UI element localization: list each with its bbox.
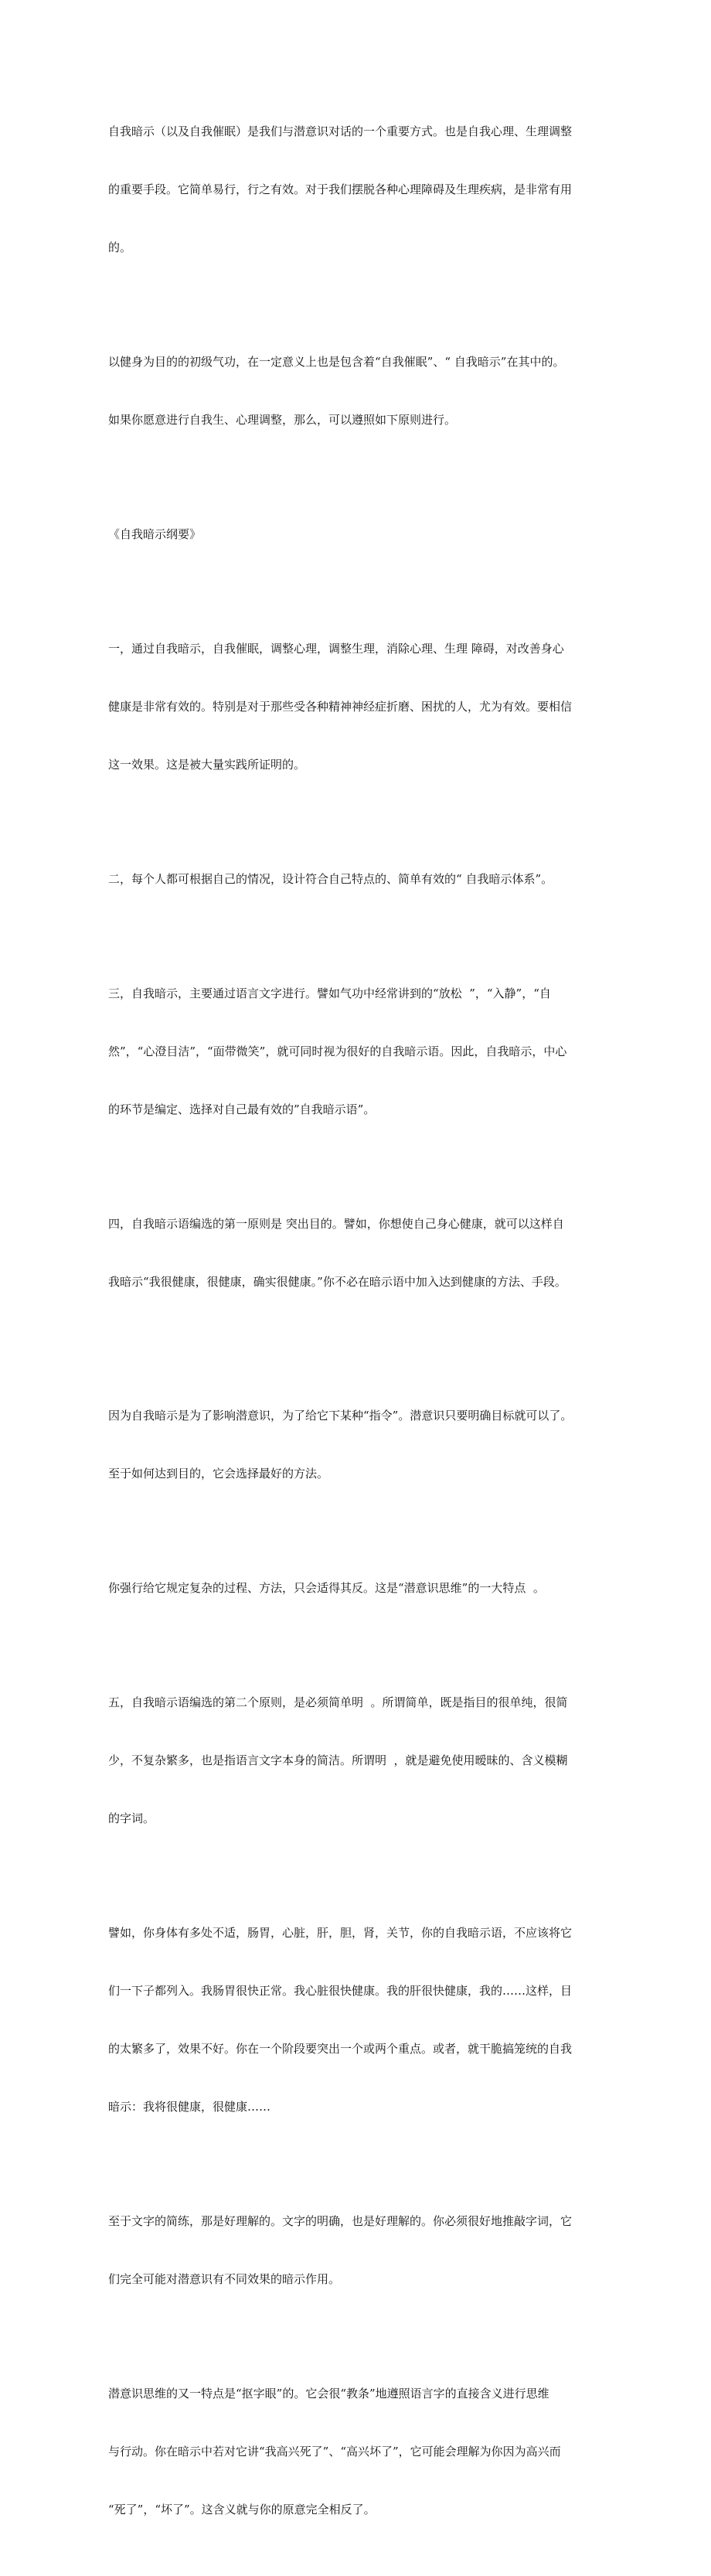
text-line: 的字词。 [108, 1811, 155, 1825]
text-line: 如果你愿意进行自我生、心理调整，那么，可以遵照如下原则进行。 [108, 413, 457, 427]
text-line: 这一效果。这是被大量实践所证明的。 [108, 758, 306, 772]
text-line: 因为自我暗示是为了影响潜意识，为了给它下某种“指令”。潜意识只要明确目标就可以了。 [108, 1409, 573, 1423]
paragraph-wording [108, 2173, 611, 2328]
text-line: 的环节是编定、选择对自己最有效的”自我暗示语”。 [108, 1102, 376, 1116]
paragraph-point-3 [108, 946, 611, 1158]
text-line: 三，自我暗示，主要通过语言文字进行。譬如气功中经常讲到的“放松 ”，“入静”，“自 [108, 986, 551, 1000]
paragraph-intro [108, 83, 611, 296]
paragraph-subconscious-trait [108, 1540, 611, 1637]
paragraph-point-4 [108, 1176, 611, 1331]
text-line: 二，每个人都可根据自己的情况，设计符合自己特点的、简单有效的“ 自我暗示体系”。 [108, 872, 553, 886]
text-line: 少，不复杂繁多，也是指语言文字本身的简洁。所谓明 ，就是避免使用暧昧的、含义模糊 [108, 1753, 568, 1767]
paragraph-point-1 [108, 601, 611, 813]
text-line: 暗示：我将很健康，很健康…… [108, 2100, 271, 2114]
text-line: 然”，“心澄目洁”，“面带微笑”，就可同时视为很好的自我暗示语。因此，自我暗示，中心 [108, 1044, 567, 1058]
text-line: 我暗示“我很健康，很健康，确实很健康。”你不必在暗示语中加入达到健康的方法、手段。 [108, 1275, 566, 1289]
text-line: 们一下子都列入。我肠胃很快正常。我心脏很快健康。我的肝很快健康，我的……这样，目 [108, 1984, 573, 1998]
paragraph-example [108, 1885, 611, 2155]
text-line: 五，自我暗示语编选的第二个原则，是必须简单明 。所谓简单，既是指目的很单纯，很简 [108, 1695, 568, 1709]
document-body [108, 83, 611, 2576]
text-line: 譬如，你身体有多处不适，肠胃，心脏，肝，胆，肾，关节，你的自我暗示语，不应该将它 [108, 1926, 573, 1940]
paragraph-qigong [108, 314, 611, 469]
text-line: “死了”，“坏了”。这含义就与你的原意完全相反了。 [108, 2503, 376, 2516]
text-line: 以健身为目的的初级气功，在一定意义上也是包含着“自我催眠”、“ 自我暗示”在其中的。 [108, 355, 565, 369]
section-title [108, 486, 611, 583]
paragraph-literal [108, 2346, 611, 2558]
text-line: 你强行给它规定复杂的过程、方法，只会适得其反。这是“潜意识思维”的一大特点 。 [108, 1581, 545, 1595]
paragraph-subconscious-goal [108, 1368, 611, 1522]
text-line: 自我暗示（以及自我催眠）是我们与潜意识对话的一个重要方式。也是自我心理、生理调整 [108, 124, 573, 138]
paragraph-point-5 [108, 1654, 611, 1867]
text-line: 的重要手段。它简单易行，行之有效。对于我们摆脱各种心理障碍及生理疾病，是非常有用 [108, 182, 573, 196]
text-line: 一，通过自我暗示，自我催眠，调整心理，调整生理，消除心理、生理 障碍，对改善身心 [108, 642, 564, 656]
section-title-text: 《自我暗示纲要》 [108, 527, 202, 541]
text-line: 潜意识思维的又一特点是“抠字眼”的。它会很“教条”地遵照语言字的直接含义进行思维 [108, 2387, 549, 2401]
paragraph-point-2 [108, 831, 611, 928]
text-line: 的。 [108, 240, 132, 254]
text-line: 与行动。你在暗示中若对它讲“我高兴死了”、“高兴坏了”，它可能会理解为你因为高兴而 [108, 2445, 561, 2458]
text-line: 四，自我暗示语编选的第一原则是 突出目的。譬如，你想使自己身心健康，就可以这样自 [108, 1217, 564, 1231]
text-line: 至于如何达到目的，它会选择最好的方法。 [108, 1467, 329, 1481]
text-line: 健康是非常有效的。特别是对于那些受各种精神神经症折磨、困扰的人，尤为有效。要相信 [108, 700, 573, 714]
text-line: 们完全可能对潜意识有不同效果的暗示作用。 [108, 2272, 341, 2286]
text-line: 的太繁多了，效果不好。你在一个阶段要突出一个或两个重点。或者，就干脆搞笼统的自我 [108, 2042, 573, 2056]
text-line: 至于文字的简练，那是好理解的。文字的明确，也是好理解的。你必须很好地推敲字词，它 [108, 2214, 573, 2228]
